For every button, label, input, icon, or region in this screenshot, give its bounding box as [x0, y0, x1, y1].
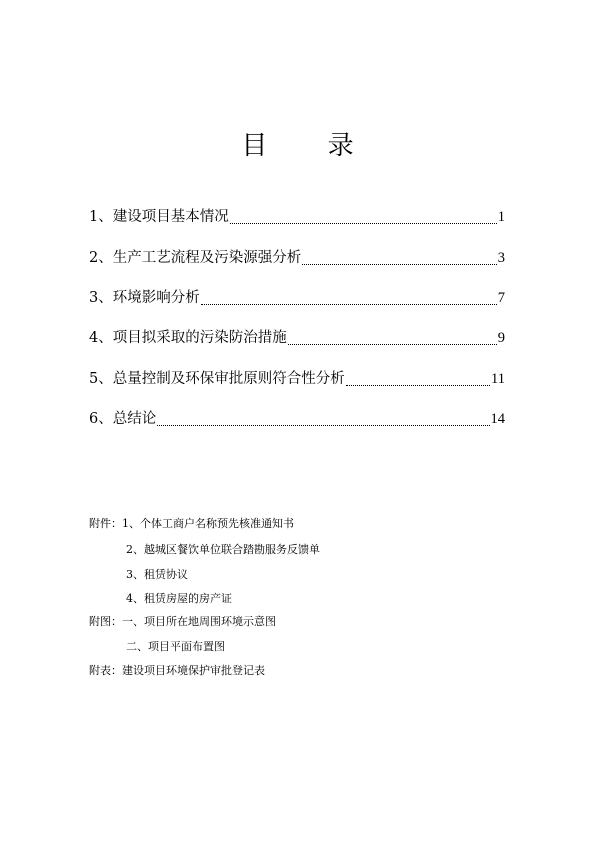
toc-entry-label: 4、项目拟采取的污染防治措施: [89, 330, 287, 346]
toc-dot-leader: [230, 223, 497, 224]
toc-page-number: 9: [497, 330, 505, 346]
table-prefix: 附表：: [89, 664, 122, 677]
figure-text: 二、项目平面布置图: [126, 640, 225, 653]
toc-page-number: 1: [497, 209, 505, 225]
toc-entry-label: 2、生产工艺流程及污染源强分析: [89, 250, 302, 266]
toc-dot-leader: [288, 344, 497, 345]
attachments-prefix: 附件：: [89, 517, 122, 530]
toc-entry-label: 5、总量控制及环保审批原则符合性分析: [89, 371, 345, 387]
attachment-text: 4、租赁房屋的房产证: [126, 592, 232, 605]
figure-item-1: [89, 614, 276, 630]
table-text: 建设项目环境保护审批登记表: [122, 664, 265, 677]
toc-entry-6[interactable]: [89, 408, 505, 430]
attachment-item-4: [126, 591, 232, 607]
toc-dot-leader: [302, 264, 497, 265]
toc-dot-leader: [201, 304, 497, 305]
attachment-item-3: [126, 567, 188, 583]
toc-page-number: 14: [490, 411, 505, 427]
toc-entry-5[interactable]: [89, 368, 505, 390]
toc-page-number: 7: [497, 290, 505, 306]
toc-entry-label: 3、环境影响分析: [89, 290, 200, 306]
toc-entry-1[interactable]: [89, 206, 505, 228]
toc-entry-label: 6、总结论: [89, 411, 157, 427]
figures-prefix: 附图：: [89, 615, 122, 628]
toc-dot-leader: [346, 385, 490, 386]
attachment-text: 2、越城区餐饮单位联合踏勘服务反馈单: [126, 543, 320, 556]
figure-item-2: [126, 639, 225, 655]
toc-page-number: 3: [497, 250, 505, 266]
figure-text: 一、项目所在地周围环境示意图: [122, 615, 276, 628]
toc-entry-label: 1、建设项目基本情况: [89, 209, 229, 225]
attachment-item-2: [126, 542, 320, 558]
toc-entry-2[interactable]: [89, 247, 505, 269]
attachment-text: 3、租赁协议: [126, 568, 188, 581]
attachment-item-1: [89, 516, 294, 532]
toc-entry-3[interactable]: [89, 287, 505, 309]
toc-dot-leader: [157, 425, 489, 426]
attachment-text: 1、个体工商户名称预先核准通知书: [122, 517, 294, 530]
toc-page-number: 11: [491, 371, 505, 387]
table-item: [89, 663, 265, 679]
page-title: 目 录: [241, 131, 380, 161]
toc-entry-4[interactable]: [89, 327, 505, 349]
